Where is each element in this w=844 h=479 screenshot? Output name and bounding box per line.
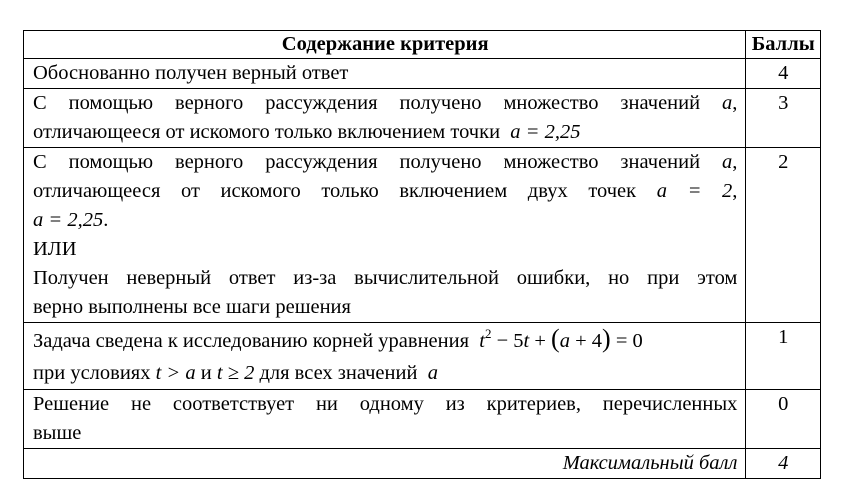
criterion-text-line: С помощью верного рассуждения получено множество значений a, (33, 151, 738, 173)
criterion-text-line: верно выполнены все шаги решения (33, 296, 351, 318)
criterion-text (24, 390, 746, 449)
criterion-text-line: выше (33, 422, 82, 444)
table-row (24, 59, 821, 89)
grading-criteria-table (23, 30, 821, 479)
criterion-text (24, 59, 746, 89)
criterion-text-line: Задача сведена к исследованию корней уравнения $t^2 - 5t + (a + 4) = 0$ (33, 324, 643, 353)
math-expression: t > a (155, 362, 196, 384)
criterion-text-line: отличающееся от искомого только включением двух точек a = 2, (33, 180, 738, 202)
math-expression: a = 2,25 (33, 209, 104, 231)
criterion-text (24, 148, 746, 323)
total-row (24, 449, 821, 479)
criterion-text-line: a = 2,25. (33, 209, 109, 231)
score-cell: 4 (746, 59, 821, 89)
criterion-text-line: Получен неверный ответ из-за вычислительной ошибки, но при этом (33, 267, 738, 289)
criterion-text-line: Решение не соответствует ни одному из критериев, перечисленных (33, 393, 738, 415)
equation: $t^2 - 5t + (a + 4) = 0$ (479, 324, 643, 353)
score-cell: 3 (746, 89, 821, 148)
table-row (24, 390, 821, 449)
table-row (24, 89, 821, 148)
math-expression: t ≥ 2 (216, 362, 255, 384)
criterion-text-line: отличающееся от искомого только включением точки a = 2,25 (33, 121, 581, 143)
table-row (24, 323, 821, 390)
criterion-text-line: Обоснованно получен верный ответ (33, 62, 349, 84)
table-row (24, 148, 821, 323)
table-header-row (24, 31, 821, 59)
score-cell: 2 (746, 148, 821, 323)
max-score-label: Максимальный балл (24, 449, 746, 479)
max-score-value: 4 (746, 449, 821, 479)
header-criterion: Содержание критерия (24, 31, 746, 59)
score-cell: 0 (746, 390, 821, 449)
criterion-text-line: при условиях t > a и t ≥ 2 для всех значений a (33, 362, 438, 384)
score-cell: 1 (746, 323, 821, 390)
or-separator: ИЛИ (33, 238, 77, 260)
criterion-text (24, 89, 746, 148)
math-expression: a = 2 (656, 180, 733, 202)
criterion-text-line: С помощью верного рассуждения получено множество значений a, (33, 92, 738, 114)
header-score: Баллы (746, 31, 821, 59)
criterion-text (24, 323, 746, 390)
math-expression: a = 2,25 (510, 121, 581, 143)
